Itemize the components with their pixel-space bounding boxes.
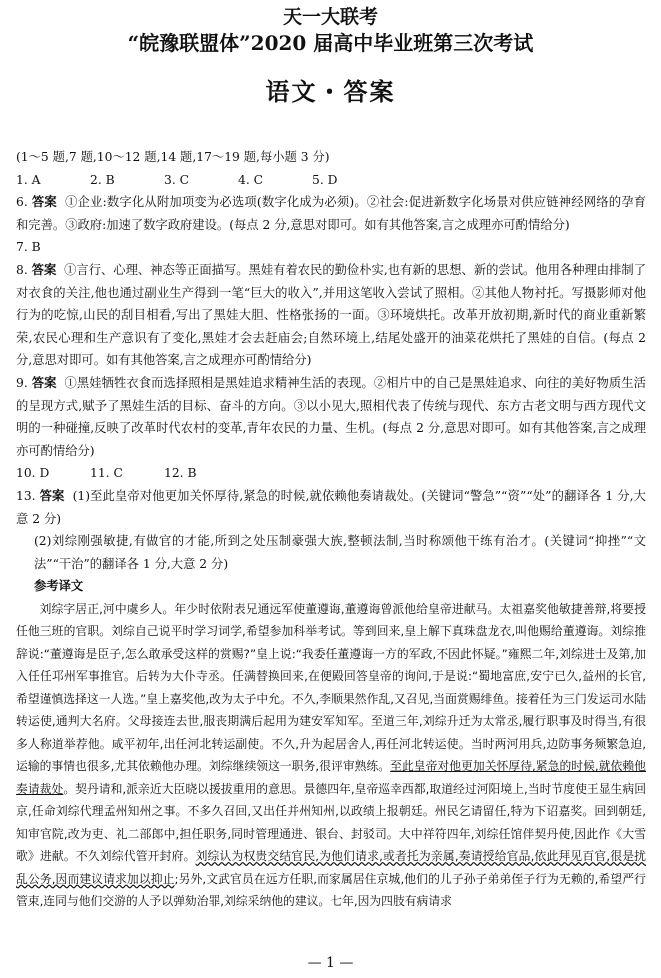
answer-1: 1. A [16,172,41,187]
scoring-note: (1～5 题,7 题,10～12 题,14 题,17～19 题,每小题 3 分) [16,150,330,164]
page-number: — 1 — [307,955,354,971]
answer-7: 7. B [16,240,41,255]
reference-translation-heading: 参考译文 [34,578,84,594]
answer-label: 答案 [31,374,57,390]
answers-1-5 [16,169,646,192]
answer-9: 9. 答案 ①黑娃牺牲衣食而选择照相是黑娃追求精神生活的表现。②相片中的自己是黑娃追求、向往的美好物质生活的呈现方式,赋予了黑娃生活的目标、奋斗的方向。③以小见大,照相代表了传统与现代、东方古老文明与西方现代文明的一种碰撞,反映了改革时代农村的变革,青年农民的力量、生机。(每点 2 分,意思对即可。如有其他答案,言之成理亦可酌情给分) [16,374,646,458]
answer-2: 2. B [90,172,115,187]
answer-13-part1: 13. 答案 (1)至此皇帝对他更加关怀厚待,紧急的时候,就依赖他奏请裁处。(关键词“警急”“资”“处”的翻译各 1 分,大意 2 分) [16,487,646,526]
answer-13-part2: (2)刘综刚强敏捷,有做官的才能,所到之处压制豪强大族,整顿法制,当时称颂他干练有治才。(关键词“抑挫”“文法”“干治”的翻译各 1 分,大意 2 分) [34,534,646,571]
answer-6: 6. 答案 ①企业:数字化从附加项变为必选项(数字化成为必须)。②社会:促进新数字化场景对供应链神经网络的孕育和完善。③政府:加速了数字政府建设。(每点 2 分,意思对即可。如有其他答案,言之成理亦可酌情给分) [16,194,646,232]
answer-10: 10. D [16,466,50,481]
subject-answer-title: 语文・答案 [265,77,396,106]
answer-12: 12. B [164,466,197,481]
answer-11: 11. C [90,466,123,481]
answer-4: 4. C [238,172,264,187]
answer-label: 答案 [31,261,57,277]
answer-label: 答案 [31,194,57,210]
wavy-underlined-sentence: 刘综认为权贵交结官民,为他们请求,或者托为亲属,奏请授给官品,依此拜见百官,很是扰乱公务,因而建议请求加以抑止 [16,849,646,886]
reference-translation: 刘综字居正,河中虞乡人。年少时依附表兄通远军使董遵诲,董遵诲曾派他给皇帝进献马。太祖嘉奖他敏捷善辩,将要授任他三班的官职。刘综自己说平时学习词学,希望参加科举考试。等到回来,皇上解下真珠盘龙衣,叫他赐给董遵诲。刘综推辞说:“董遵诲是臣子,怎么敢承受这样的赏赐?”皇上说:“我委任董遵诲一方的军政,不因此怀疑。”雍熙二年,刘综进士及第,加入任任邛州军事推官。后转为大仆寺丞。任满替换回来,在便殿回答皇帝的询问,于是说:“蜀地富庶,安宁已久,益州的长官,希望谨慎选择这一人选。”皇上嘉奖他,改为太子中允。不久,李顺果然作乱,又召见,当面赏赐绯鱼。接着任为三门发运司水陆转运使,通判大名府。父母接连去世,服丧期满后起用为建安军知军。至道三年,刘综升迁为太常丞,履行职事及时得当,有很多人称道举荐他。咸平初年,出任河北转运副使。不久,升为起居舍人,再任河北转运使。当时两河用兵,边防事务频繁急迫,运输的事情也很多,尤其依赖他办理。刘综继续领这一职务,很评审熟练。至此皇帝对他更加关怀厚待,紧急的时候,就依赖他奏请裁处。契丹请和,派亲近大臣晓以援拔重用的意思。景德四年,皇帝巡幸西都,取道经过河阳境上,当时节度使王显生病回京,任命刘综代理孟州知州之事。不多久召回,又出任并州知州,以政绩上报朝廷。州民乞请留任,特为下诏嘉奖。回到朝廷,知审官院,改为吏、礼二部郎中,担任职务,同时管理通进、银台、封驳司。大中祥符四年,刘综任馆伴契丹使,因此作《大雪歌》进献。不久刘综代管开封府。刘综认为权贵交结官民,为他们请求,或者托为亲属,奏请授给官品,依此拜见百官,很是扰乱公务,因而建议请求加以抑止;另外,文武官员在远方任职,而家属居住京城,他们的儿子孙子弟弟侄子行为无赖的,希望严行管束,连同与他们交游的人予以弹劾治罪,刘综采纳他的建议。七年,因为四肢有病请求 [16,601,646,909]
answer-5: 5. D [312,172,338,187]
answer-label: 答案 [39,487,65,503]
answer-body [16,146,646,913]
answers-10-12 [16,462,646,485]
exam-name-title: “皖豫联盟体”2020 届高中毕业班第三次考试 [127,31,534,55]
underlined-sentence-1: 至此皇帝对他更加关怀厚待,紧急的时候,就依赖他奏请裁处 [16,759,646,796]
exam-organizer-title: 天一大联考 [282,6,378,28]
answer-8: 8. 答案 ①言行、心理、神态等正面描写。黑娃有着农民的勤俭朴实,也有新的思想、新的尝试。他用各种理由排制了对衣食的关注,他也通过副业生产得到一笔“巨大的收入”,并用这笔收入尝试了照相。②其他人物衬托。写摄影师对他行为的吃惊,山民的刮目相看,写出了黑娃大胆、性格张扬的一面。③环境烘托。改革开放初期,新时代的商业重新繁荣,农民心理和生产意识有了变化,黑娃才会去赶庙会;自然环境上,结尾处盛开的油菜花烘托了黑娃的自信。(每点 2 分,意思对即可。如有其他答案,言之成理亦可酌情给分) [16,261,646,368]
answer-3: 3. C [164,172,190,187]
